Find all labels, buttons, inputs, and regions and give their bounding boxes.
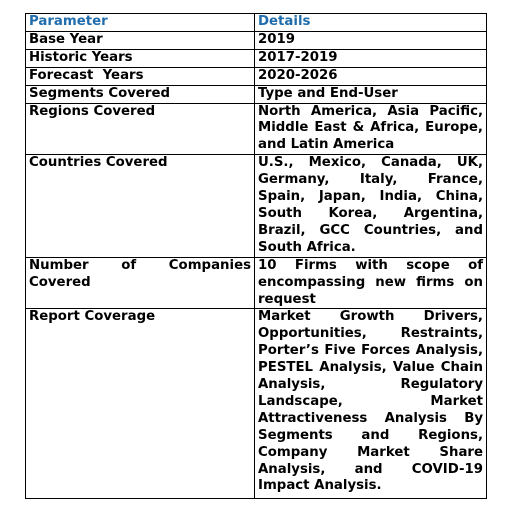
row-value-base-year: 2019: [255, 31, 487, 49]
row-value-historic-years: 2017-2019: [255, 49, 487, 67]
row-label-number-of-companies: Number of Companies Covered: [26, 257, 255, 309]
row-value-regions-covered: North America, Asia Pacific, Middle East & Africa, Europe, and Latin America: [255, 103, 487, 155]
row-value-forecast-years: 2020-2026: [255, 67, 487, 85]
row-label-historic-years: Historic Years: [26, 49, 255, 67]
row-label-countries-covered: Countries Covered: [26, 155, 255, 257]
row-value-number-of-companies: 10 Firms with scope of encompassing new firms on request: [255, 257, 487, 309]
table-row: [26, 257, 487, 309]
table-row: [26, 85, 487, 103]
row-label-forecast-years: Forecast Years: [26, 67, 255, 85]
row-label-segments-covered: Segments Covered: [26, 85, 255, 103]
table-header-row: [26, 14, 487, 32]
table-row: [26, 67, 487, 85]
row-value-countries-covered: U.S., Mexico, Canada, UK, Germany, Italy, France, Spain, Japan, India, China, South Korea, Argentina, Brazil, GCC Countries, and South Africa.: [255, 155, 487, 257]
table-row: [26, 31, 487, 49]
table-row: [26, 155, 487, 257]
details-header: Details: [255, 14, 487, 32]
table-row: [26, 103, 487, 155]
row-label-report-coverage: Report Coverage: [26, 309, 255, 499]
parameter-header: Parameter: [26, 14, 255, 32]
row-value-segments-covered: Type and End-User: [255, 85, 487, 103]
table-row: [26, 309, 487, 499]
report-specs-table: [25, 13, 487, 499]
table-row: [26, 49, 487, 67]
row-label-base-year: Base Year: [26, 31, 255, 49]
row-label-regions-covered: Regions Covered: [26, 103, 255, 155]
row-value-report-coverage: Market Growth Drivers, Opportunities, Restraints, Porter’s Five Forces Analysis, PESTEL Analysis, Value Chain Analysis, Regulatory Landscape, Market Attractiveness Analysis By Segments and Regions, Company Market Share Analysis, and COVID-19 Impact Analysis.: [255, 309, 487, 499]
